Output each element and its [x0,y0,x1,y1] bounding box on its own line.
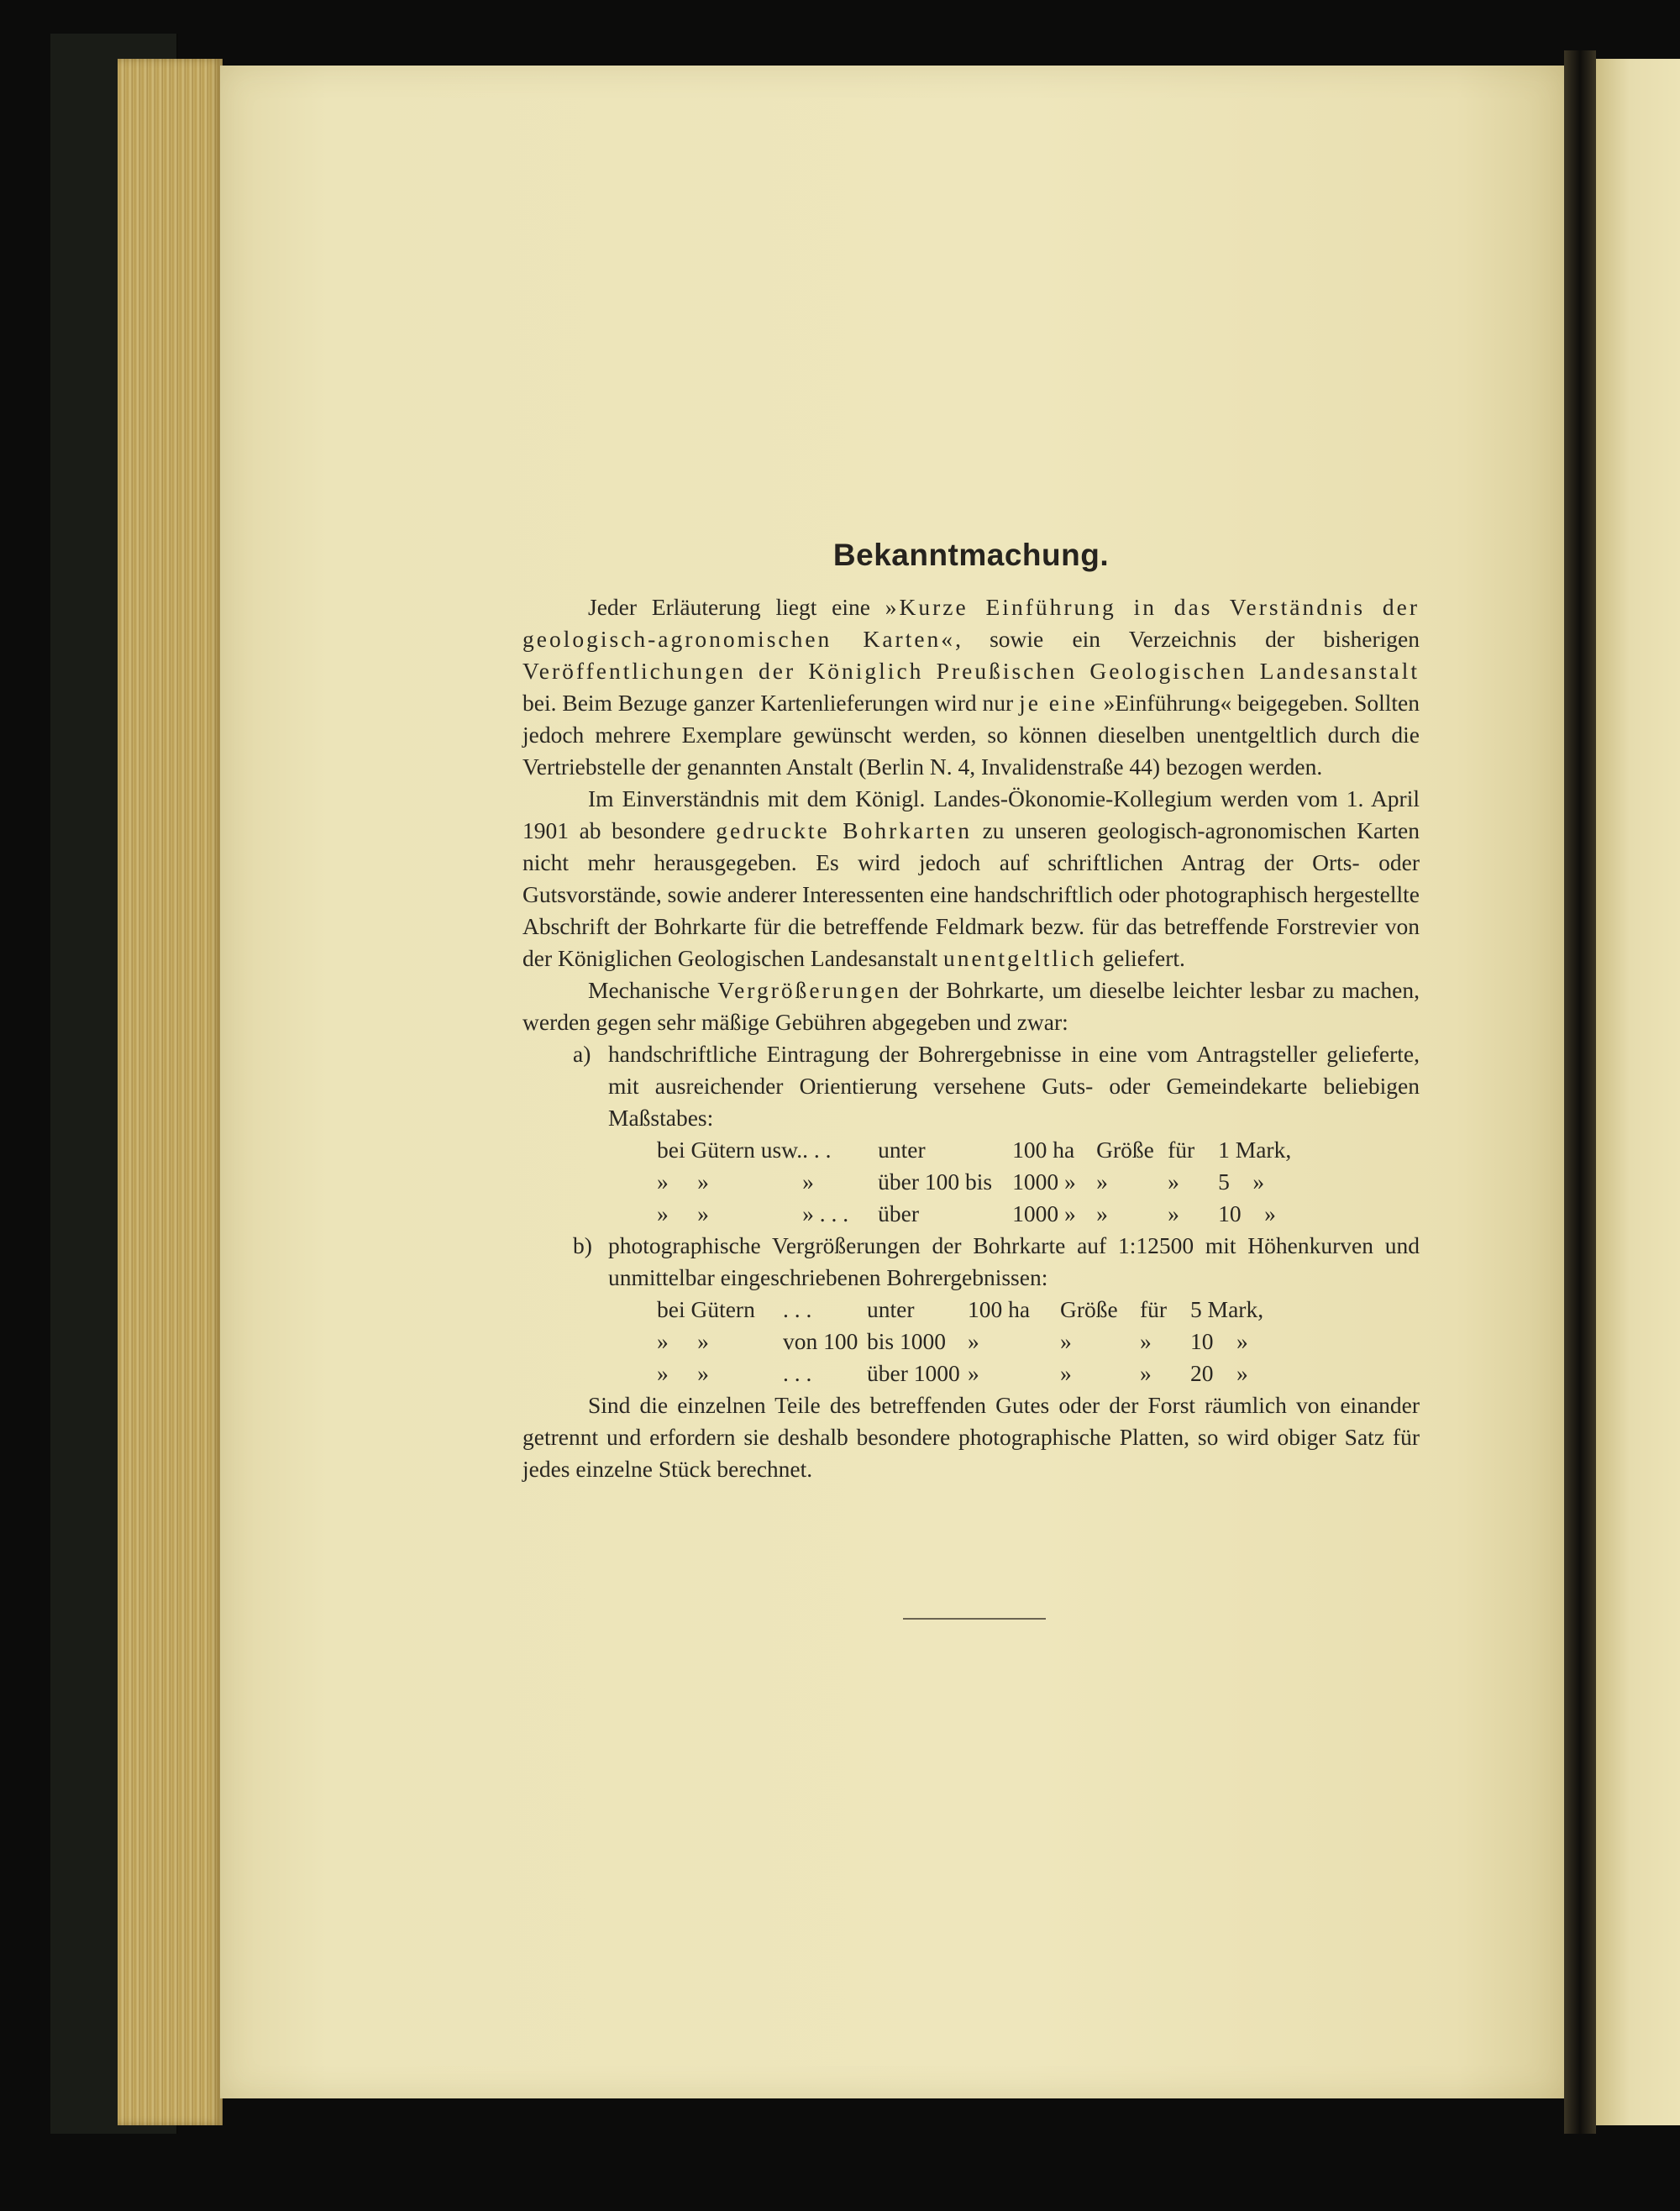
text-run-spaced: »Kurze Einführung in das Verständnis der geologisch-agronomischen Karten« [522,594,1420,652]
table-cell: bei Gütern usw. [657,1137,803,1163]
list-item-b [522,1230,1420,1294]
table-cell: unter [878,1137,926,1163]
table-cell: » [1096,1200,1108,1226]
page-edges [118,59,223,2125]
table-cell: unter [867,1296,915,1322]
text-run: zu unseren geologisch-agronomischen Karten nicht mehr herausgegeben. Es wird jedoch auf schriftlichen Antrag der Orts- oder Gutsvorstände, sowie anderer Interessenten eine handschriftlich oder photographisch hergestellte Abschrift der Bohrkarte für die betreffende Feldmark bezw. für das betreffende Forstrevier von der Königlichen Geologischen Landesanstalt [522,817,1420,971]
paragraph-vergroesserungen [522,974,1420,1038]
announcement [522,538,1420,1485]
table-row [657,1294,1263,1326]
list-marker: a) [573,1041,591,1067]
table-cell: . . . [783,1296,812,1322]
table-cell: 5 Mark, [1190,1296,1264,1322]
table-cell: » [1140,1360,1152,1386]
facing-page [1596,59,1680,2125]
table-cell: » [1168,1200,1179,1226]
table-row [657,1326,1263,1358]
table-cell: 10 » [1218,1200,1276,1226]
paragraph-introduction [522,591,1420,783]
text-run-spaced: je eine [1019,690,1098,716]
price-table-b [657,1294,1263,1389]
table-cell: » » [657,1169,709,1195]
text-run: der Bohrkarte, um dieselbe leichter lesbar zu machen, werden gegen sehr mäßige Gebühren abgegeben und zwar: [522,977,1420,1035]
text-run: »Einführung« beigegeben. Sollten jedoch mehrere Exemplare gewünscht werden, so können dieselben unentgeltlich durch die Vertriebstelle der genannten Anstalt (Berlin N. 4, Invalidenstraße 44) bezogen werden. [522,690,1420,780]
text-run: , sowie ein Verzeichnis der bisherigen [955,626,1420,652]
table-cell: » [1140,1328,1152,1354]
closing-rule [903,1618,1046,1620]
table-cell: » [968,1328,979,1354]
table-cell: » [1060,1328,1072,1354]
table-cell: 100 ha [968,1296,1031,1322]
table-cell: 1 Mark, [1218,1137,1292,1163]
table-cell: » . . . [802,1200,849,1226]
table-row [657,1134,1291,1166]
list-item-text: photographische Vergrößerungen der Bohrkarte auf 1:12500 mit Höhenkurven und unmittelbar eingeschriebenen Bohrergebnissen: [608,1232,1420,1290]
table-cell: » » [657,1200,709,1226]
list-item-a [522,1038,1420,1134]
paragraph-closing: Sind die einzelnen Teile des betreffenden Gutes oder der Forst räumlich von einander getrennt und erfordern sie deshalb besondere photographische Platten, so wird obiger Satz für jedes einzelne Stück berechnet. [522,1392,1420,1482]
table-cell: » » [657,1360,709,1386]
table-cell: 1000 » [1012,1200,1076,1226]
text-run: bei. Beim Bezuge ganzer Kartenlieferungen wird nur [522,690,1020,716]
text-run-spaced: Veröffentlichungen der Königlich Preußischen Geologischen Landesanstalt [522,658,1420,684]
table-cell: über 100 bis [878,1169,993,1195]
list-item-text: handschriftliche Eintragung der Bohrergebnisse in eine vom Antragsteller gelieferte, mit ausreichender Orientierung versehene Guts- oder Gemeindekarte beliebigen Maßstabes: [608,1041,1420,1131]
table-row [657,1358,1263,1389]
table-cell: über 1000 [867,1360,960,1386]
table-cell: von 100 [783,1328,858,1354]
table-cell: 5 » [1218,1169,1265,1195]
table-cell: bei Gütern [657,1296,755,1322]
text-run: Mechanische [588,977,718,1003]
table-cell: für [1168,1137,1195,1163]
page-title: Bekanntmachung. [832,538,1110,572]
table-cell: bis 1000 [867,1328,946,1354]
text-run-spaced: unentgeltlich [942,945,1097,971]
gutter-shadow [1564,50,1596,2134]
table-cell: » » [657,1328,709,1354]
table-cell: für [1140,1296,1168,1322]
table-cell: » [1096,1169,1108,1195]
price-table-a [657,1134,1291,1230]
table-cell: . . . [783,1360,812,1386]
table-cell: 10 » [1190,1328,1248,1354]
table-cell: über [878,1200,919,1226]
text-run: Im Einverständnis mit dem Königl. Landes-Ökonomie-Kollegium werden vom 1. April 1901 ab besondere [522,785,1420,843]
table-cell: 100 ha [1012,1137,1075,1163]
table-row [657,1166,1291,1198]
table-cell: » [968,1360,979,1386]
list-marker: b) [573,1232,592,1258]
table-cell: . . . [802,1137,832,1163]
table-cell: 20 » [1190,1360,1248,1386]
paragraph-bohrkarten [522,783,1420,974]
table-cell: » [1168,1169,1179,1195]
table-cell: Größe [1060,1296,1118,1322]
table-cell: » [1060,1360,1072,1386]
table-cell: Größe [1096,1137,1154,1163]
text-run-spaced: Vergrößerungen [717,977,901,1003]
text-run-spaced: gedruckte Bohrkarten [716,817,972,843]
table-cell: 1000 » [1012,1169,1076,1195]
text-run: Jeder Erläuterung liegt eine [588,594,885,620]
table-cell: » [802,1169,814,1195]
table-row [657,1198,1291,1230]
text-run: geliefert. [1096,945,1185,971]
